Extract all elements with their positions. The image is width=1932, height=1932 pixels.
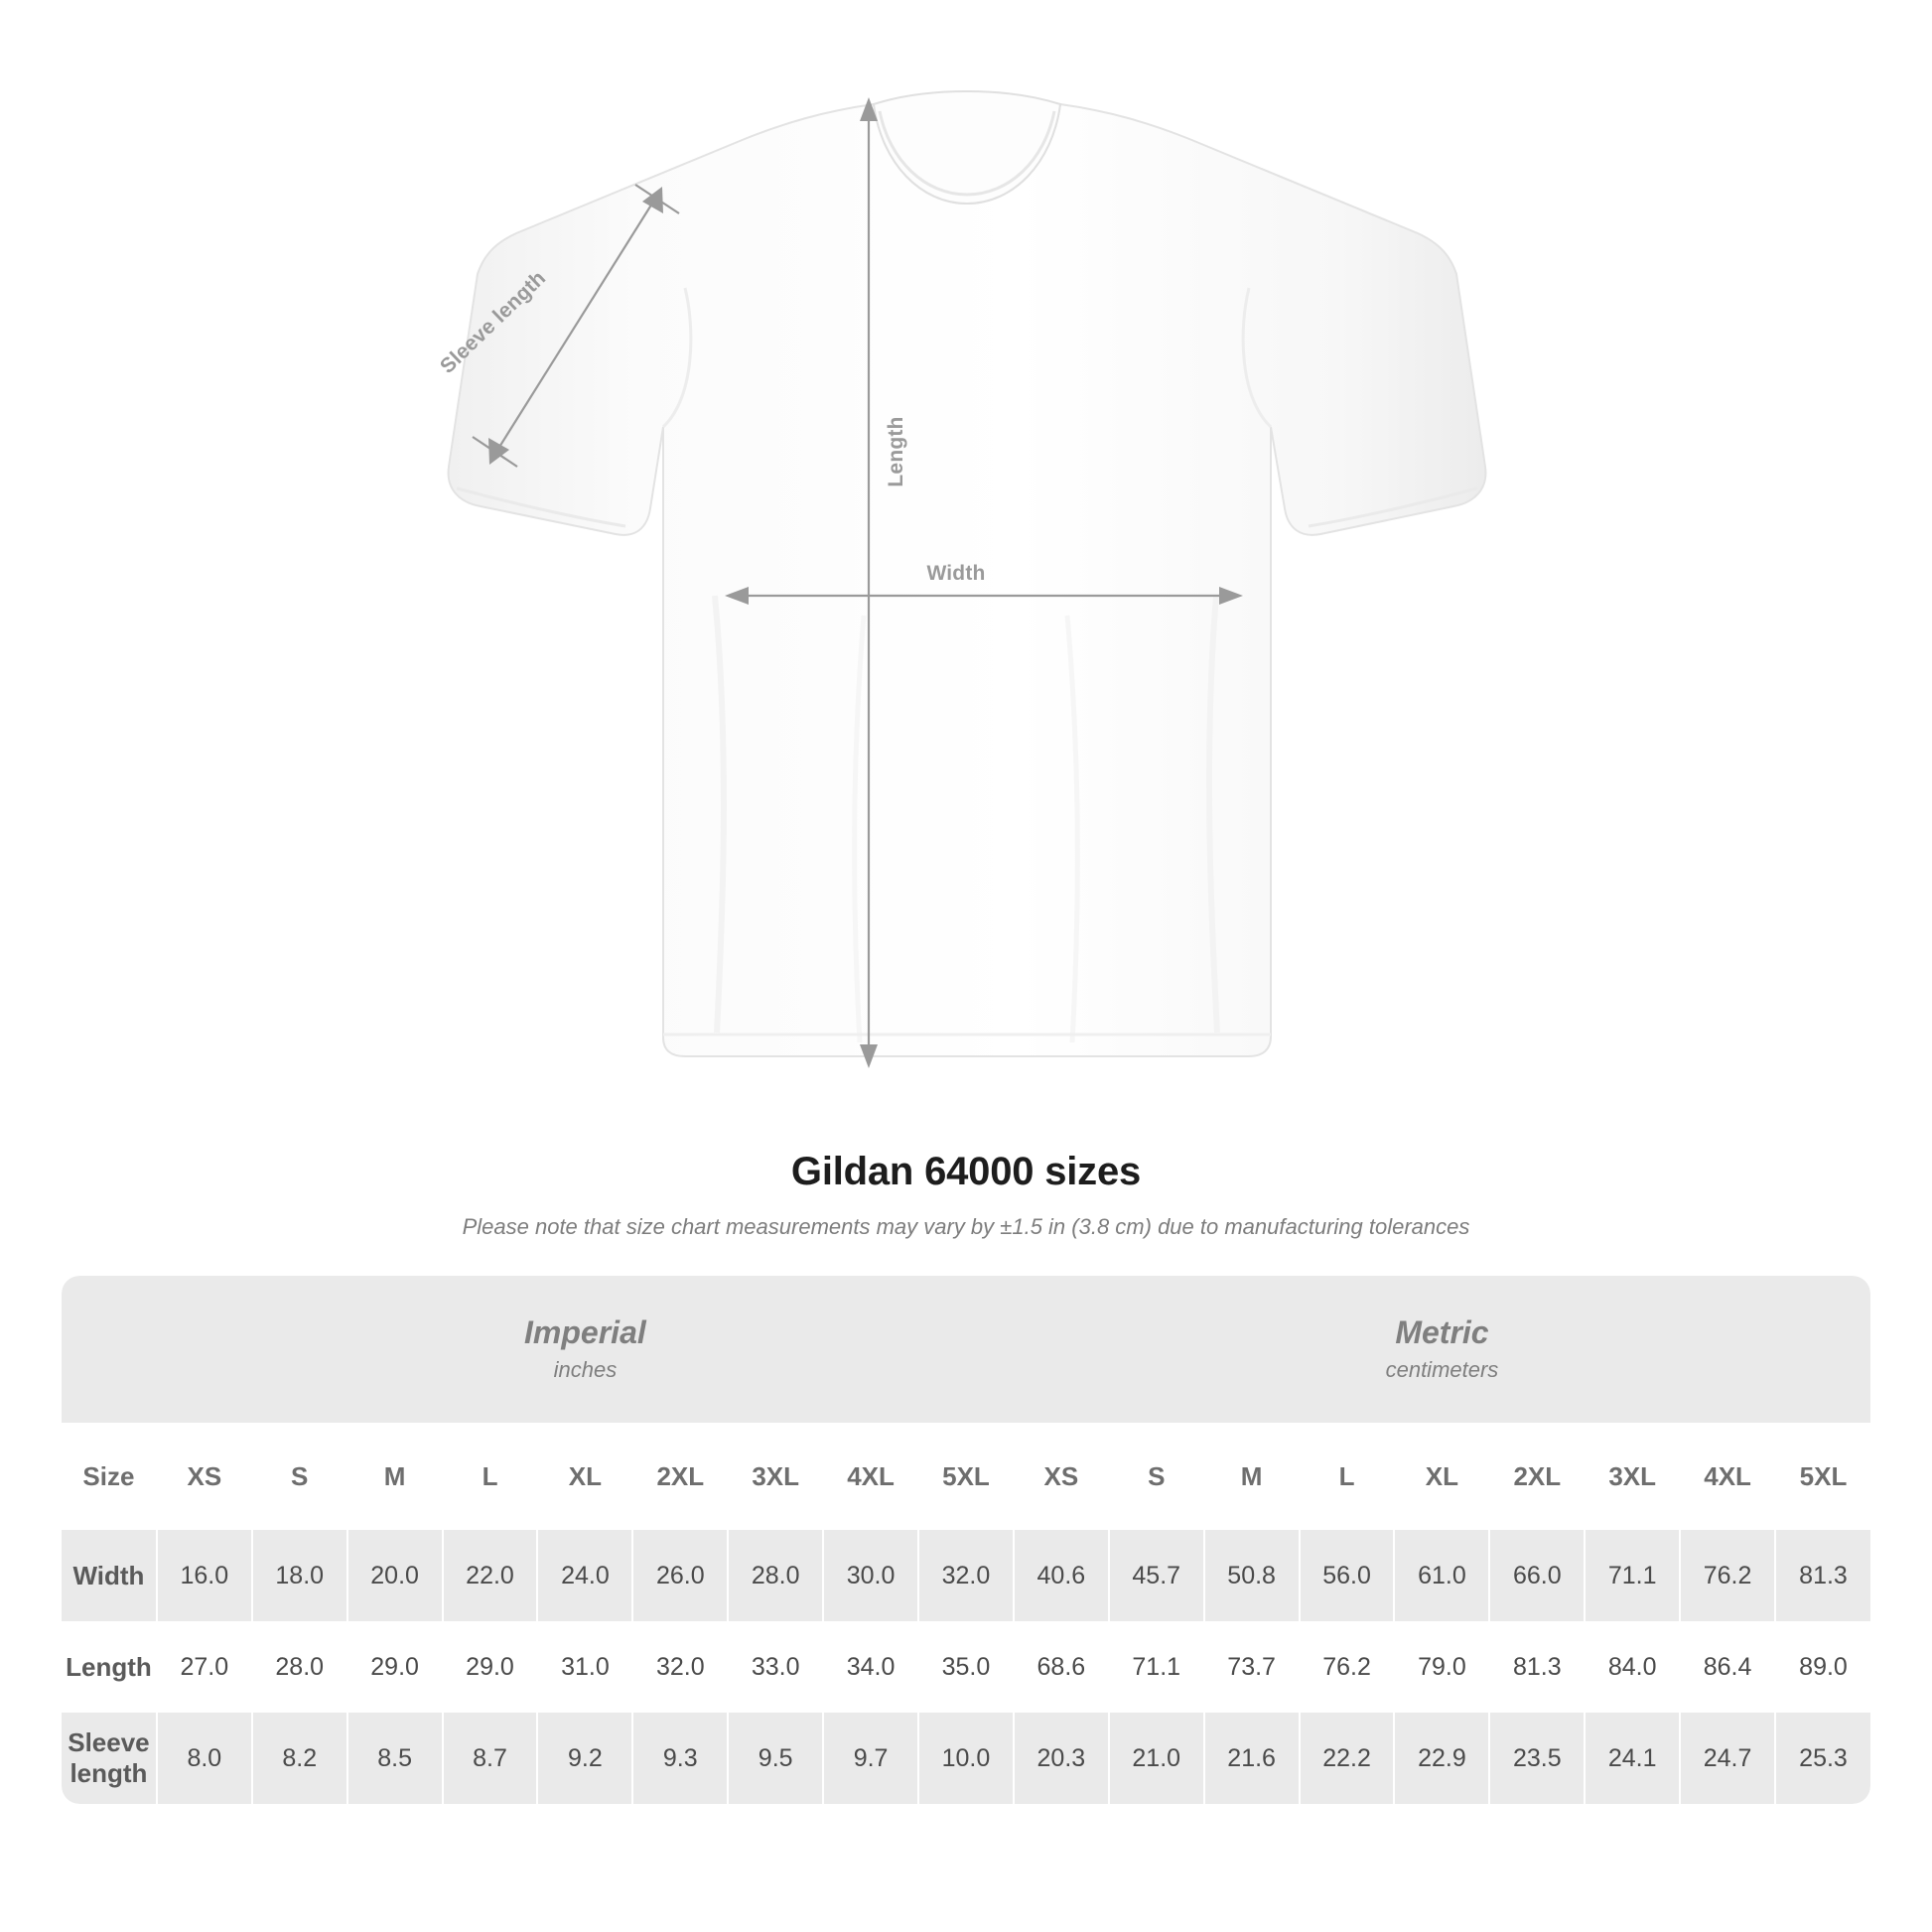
- cell: 21.0: [1109, 1713, 1204, 1804]
- cell: 29.0: [347, 1621, 443, 1713]
- unit-metric: [1014, 1276, 1870, 1423]
- cell: 40.6: [1014, 1530, 1109, 1621]
- cell: 81.3: [1775, 1530, 1870, 1621]
- cell: 50.8: [1204, 1530, 1300, 1621]
- sleeve-length-label: Sleeve length: [436, 266, 551, 378]
- cell: 33.0: [728, 1621, 823, 1713]
- column-header-size: Size: [82, 1460, 135, 1491]
- cell: 26.0: [632, 1530, 728, 1621]
- column-header: 5XL: [918, 1423, 1014, 1530]
- cell: 24.0: [537, 1530, 632, 1621]
- cell: 35.0: [918, 1621, 1014, 1713]
- cell: 81.3: [1489, 1621, 1585, 1713]
- size-table-wrapper: [62, 1276, 1870, 1804]
- column-header: S: [252, 1423, 347, 1530]
- cell: 84.0: [1585, 1621, 1680, 1713]
- cell: 61.0: [1394, 1530, 1489, 1621]
- chart-heading: [0, 1150, 1932, 1240]
- cell: 66.0: [1489, 1530, 1585, 1621]
- row-label-length: Length: [66, 1651, 152, 1682]
- table-row: [62, 1713, 1870, 1804]
- cell: 71.1: [1585, 1530, 1680, 1621]
- cell: 9.5: [728, 1713, 823, 1804]
- column-header: XL: [537, 1423, 632, 1530]
- column-header: 4XL: [823, 1423, 918, 1530]
- cell: 79.0: [1394, 1621, 1489, 1713]
- column-header: M: [347, 1423, 443, 1530]
- unit-metric-name: Metric: [1395, 1314, 1489, 1351]
- cell: 22.0: [443, 1530, 538, 1621]
- cell: 68.6: [1014, 1621, 1109, 1713]
- cell: 25.3: [1775, 1713, 1870, 1804]
- cell: 21.6: [1204, 1713, 1300, 1804]
- cell: 20.3: [1014, 1713, 1109, 1804]
- cell: 76.2: [1680, 1530, 1775, 1621]
- cell: 8.5: [347, 1713, 443, 1804]
- cell: 76.2: [1300, 1621, 1395, 1713]
- cell: 73.7: [1204, 1621, 1300, 1713]
- cell: 24.7: [1680, 1713, 1775, 1804]
- table-row: [62, 1621, 1870, 1713]
- cell: 28.0: [728, 1530, 823, 1621]
- unit-imperial: [157, 1276, 1014, 1423]
- column-header: XL: [1394, 1423, 1489, 1530]
- row-label-width: Width: [62, 1530, 157, 1621]
- unit-banner-spacer: [62, 1276, 157, 1423]
- unit-metric-sub: centimeters: [1385, 1356, 1499, 1382]
- unit-imperial-sub: inches: [553, 1356, 618, 1382]
- column-header: S: [1109, 1423, 1204, 1530]
- cell: 8.0: [157, 1713, 252, 1804]
- unit-banner-row: [62, 1276, 1870, 1423]
- cell: 34.0: [823, 1621, 918, 1713]
- column-header: 4XL: [1680, 1423, 1775, 1530]
- cell: 29.0: [443, 1621, 538, 1713]
- cell: 32.0: [632, 1621, 728, 1713]
- cell: 9.2: [537, 1713, 632, 1804]
- column-header: 3XL: [1585, 1423, 1680, 1530]
- page-title: Gildan 64000 sizes: [790, 1150, 1142, 1193]
- cell: 22.2: [1300, 1713, 1395, 1804]
- cell: 23.5: [1489, 1713, 1585, 1804]
- cell: 56.0: [1300, 1530, 1395, 1621]
- width-label: Width: [926, 562, 986, 585]
- size-table: [62, 1276, 1870, 1804]
- cell: 28.0: [252, 1621, 347, 1713]
- table-row: [62, 1530, 1870, 1621]
- column-header: L: [443, 1423, 538, 1530]
- column-header: 5XL: [1775, 1423, 1870, 1530]
- column-header: XS: [157, 1423, 252, 1530]
- cell: 20.0: [347, 1530, 443, 1621]
- unit-imperial-name: Imperial: [524, 1314, 646, 1351]
- cell: 8.2: [252, 1713, 347, 1804]
- column-header: 2XL: [632, 1423, 728, 1530]
- column-header: M: [1204, 1423, 1300, 1530]
- cell: 27.0: [157, 1621, 252, 1713]
- cell: 89.0: [1775, 1621, 1870, 1713]
- cell: 30.0: [823, 1530, 918, 1621]
- length-label: Length: [885, 416, 907, 487]
- column-header: XS: [1014, 1423, 1109, 1530]
- cell: 9.3: [632, 1713, 728, 1804]
- cell: 86.4: [1680, 1621, 1775, 1713]
- cell: 71.1: [1109, 1621, 1204, 1713]
- cell: 45.7: [1109, 1530, 1204, 1621]
- column-header: L: [1300, 1423, 1395, 1530]
- cell: 32.0: [918, 1530, 1014, 1621]
- column-header: 2XL: [1489, 1423, 1585, 1530]
- cell: 24.1: [1585, 1713, 1680, 1804]
- cell: 8.7: [443, 1713, 538, 1804]
- tolerance-note: Please note that size chart measurements may vary by ±1.5 in (3.8 cm) due to manufacturing tolerances: [462, 1214, 1470, 1239]
- table-header-row: [62, 1423, 1870, 1530]
- cell: 16.0: [157, 1530, 252, 1621]
- column-header: 3XL: [728, 1423, 823, 1530]
- row-label-sleeve-length: Sleeve length: [62, 1713, 157, 1804]
- cell: 18.0: [252, 1530, 347, 1621]
- cell: 31.0: [537, 1621, 632, 1713]
- cell: 9.7: [823, 1713, 918, 1804]
- cell: 22.9: [1394, 1713, 1489, 1804]
- cell: 10.0: [918, 1713, 1014, 1804]
